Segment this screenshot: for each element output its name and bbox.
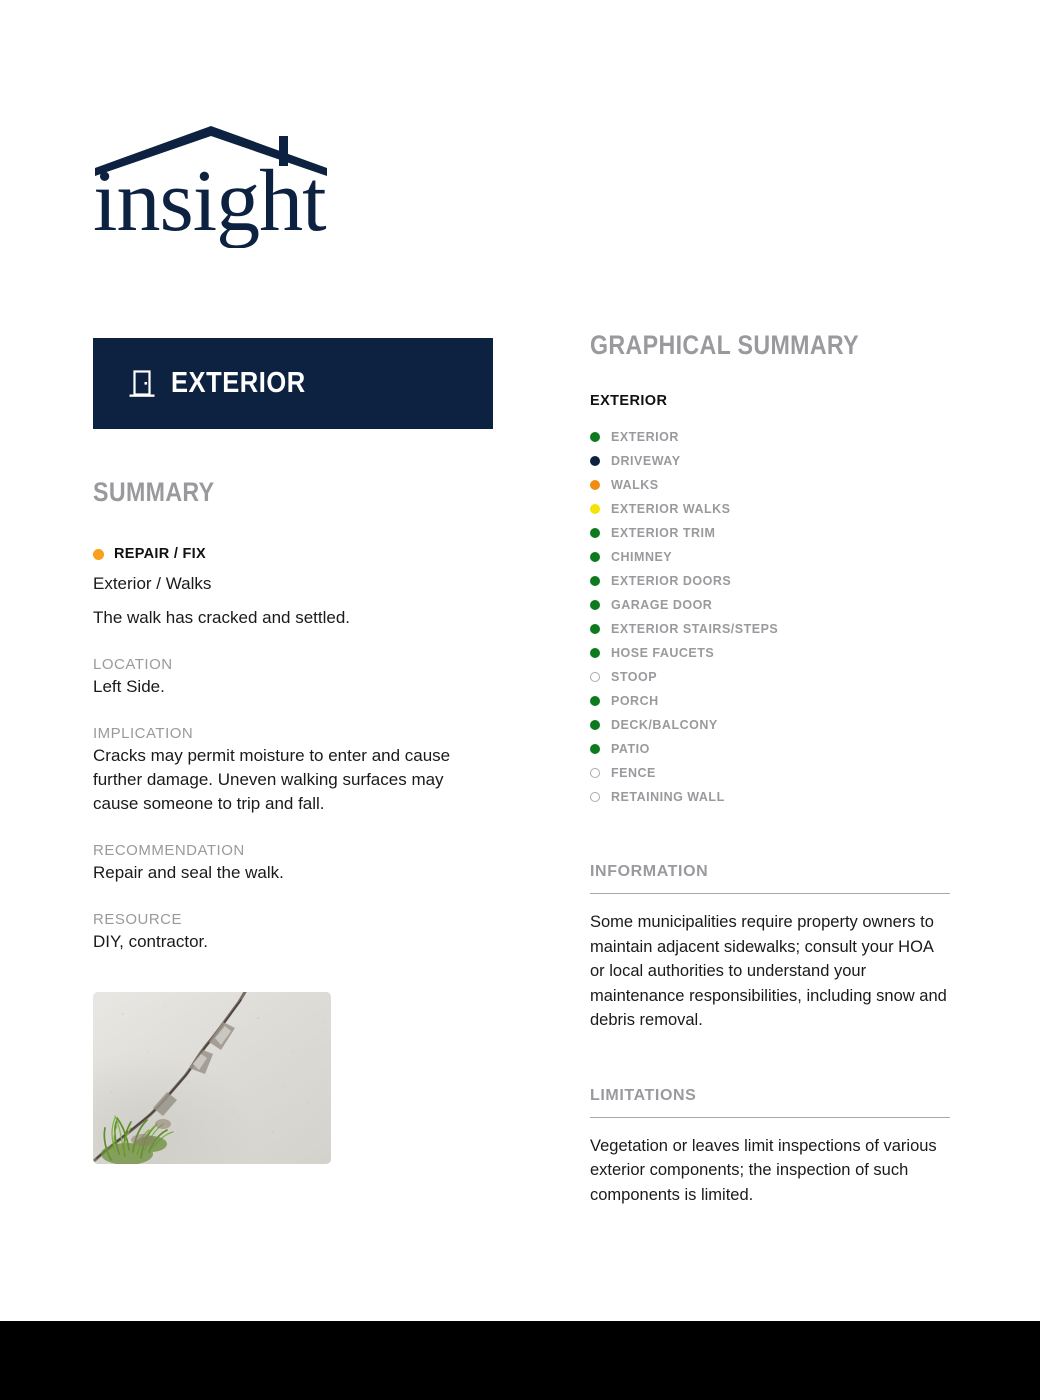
graphical-summary-heading: GRAPHICAL SUMMARY (590, 330, 860, 360)
component-status-row (590, 497, 950, 521)
limitations-text: Vegetation or leaves limit inspections of various exterior components; the inspection of such components is limited. (590, 1136, 937, 1204)
component-status-row (590, 785, 950, 809)
component-status-row (590, 689, 950, 713)
field-label-recommendation: RECOMMENDATION (93, 842, 245, 859)
right-column (590, 330, 950, 1207)
door-icon (129, 369, 155, 399)
brand-logo (93, 118, 333, 248)
component-status-row (590, 737, 950, 761)
component-label: WALKS (611, 478, 659, 492)
information-heading: INFORMATION (590, 863, 709, 880)
field-label-location: LOCATION (93, 656, 173, 673)
component-label: DECK/BALCONY (611, 718, 718, 732)
field-value-implication: Cracks may permit moisture to enter and cause further damage. Uneven walking surfaces may cause someone to trip and fall. (93, 746, 451, 813)
component-status-row (590, 641, 950, 665)
component-label: EXTERIOR (611, 430, 679, 444)
component-label: STOOP (611, 670, 658, 684)
status-dot-green (590, 624, 600, 634)
finding-flag (93, 546, 493, 562)
component-label: PATIO (611, 742, 650, 756)
component-label: EXTERIOR STAIRS/STEPS (611, 622, 779, 636)
cracked-walkway-image (93, 992, 331, 1164)
status-dot-green (590, 528, 600, 538)
finding-breadcrumb: Exterior / Walks (93, 574, 212, 593)
component-status-row (590, 665, 950, 689)
information-text: Some municipalities require property owners to maintain adjacent sidewalks; consult your HOA or local authorities to understand your maintenance responsibilities, including snow and debris removal. (590, 913, 947, 1029)
field-value-resource: DIY, contractor. (93, 932, 208, 951)
component-status-row (590, 473, 950, 497)
component-label: DRIVEWAY (611, 454, 681, 468)
limitations-heading: LIMITATIONS (590, 1086, 697, 1104)
component-label: RETAINING WALL (611, 790, 725, 804)
component-status-row (590, 425, 950, 449)
component-status-row (590, 569, 950, 593)
status-dot-hollow (590, 672, 600, 682)
component-label: HOSE FAUCETS (611, 646, 715, 660)
house-roof-icon (93, 118, 333, 248)
component-label: GARAGE DOOR (611, 598, 713, 612)
svg-text:insight: insight (93, 153, 326, 248)
page-bottom-bar (0, 1321, 1040, 1400)
component-status-row (590, 521, 950, 545)
status-dot-green (590, 744, 600, 754)
component-status-row (590, 761, 950, 785)
component-label: EXTERIOR DOORS (611, 574, 732, 588)
finding-photo[interactable] (93, 992, 331, 1164)
graphical-summary-subheading: EXTERIOR (590, 393, 668, 409)
section-title: EXTERIOR (171, 367, 306, 399)
status-dot-green (590, 552, 600, 562)
information-block (590, 863, 950, 1033)
component-label: CHIMNEY (611, 550, 673, 564)
component-status-row (590, 449, 950, 473)
field-value-location: Left Side. (93, 677, 165, 696)
component-label: FENCE (611, 766, 656, 780)
left-column (93, 338, 493, 1164)
status-dot-green (590, 432, 600, 442)
section-banner (93, 338, 493, 429)
field-label-implication: IMPLICATION (93, 725, 194, 742)
status-dot-yellow (590, 504, 600, 514)
status-dot-green (590, 600, 600, 610)
status-badge-label: REPAIR / FIX (114, 546, 206, 562)
status-dot-green (590, 648, 600, 658)
field-label-resource: RESOURCE (93, 911, 183, 928)
component-status-row (590, 713, 950, 737)
status-dot-hollow (590, 768, 600, 778)
limitations-block (590, 1087, 950, 1208)
status-dot-green (590, 576, 600, 586)
finding-description: The walk has cracked and settled. (93, 608, 351, 627)
component-label: EXTERIOR WALKS (611, 502, 731, 516)
component-label: PORCH (611, 694, 659, 708)
component-status-list (590, 425, 950, 809)
component-status-row (590, 545, 950, 569)
component-status-row (590, 617, 950, 641)
status-dot-hollow (590, 792, 600, 802)
status-dot-navy (590, 456, 600, 466)
status-dot-orange (590, 480, 600, 490)
status-dot-green (590, 696, 600, 706)
summary-heading: SUMMARY (93, 477, 215, 507)
field-value-recommendation: Repair and seal the walk. (93, 863, 284, 882)
limitations-divider (590, 1117, 950, 1118)
information-divider (590, 893, 950, 894)
component-label: EXTERIOR TRIM (611, 526, 716, 540)
status-badge-dot (93, 549, 104, 560)
component-status-row (590, 593, 950, 617)
status-dot-green (590, 720, 600, 730)
